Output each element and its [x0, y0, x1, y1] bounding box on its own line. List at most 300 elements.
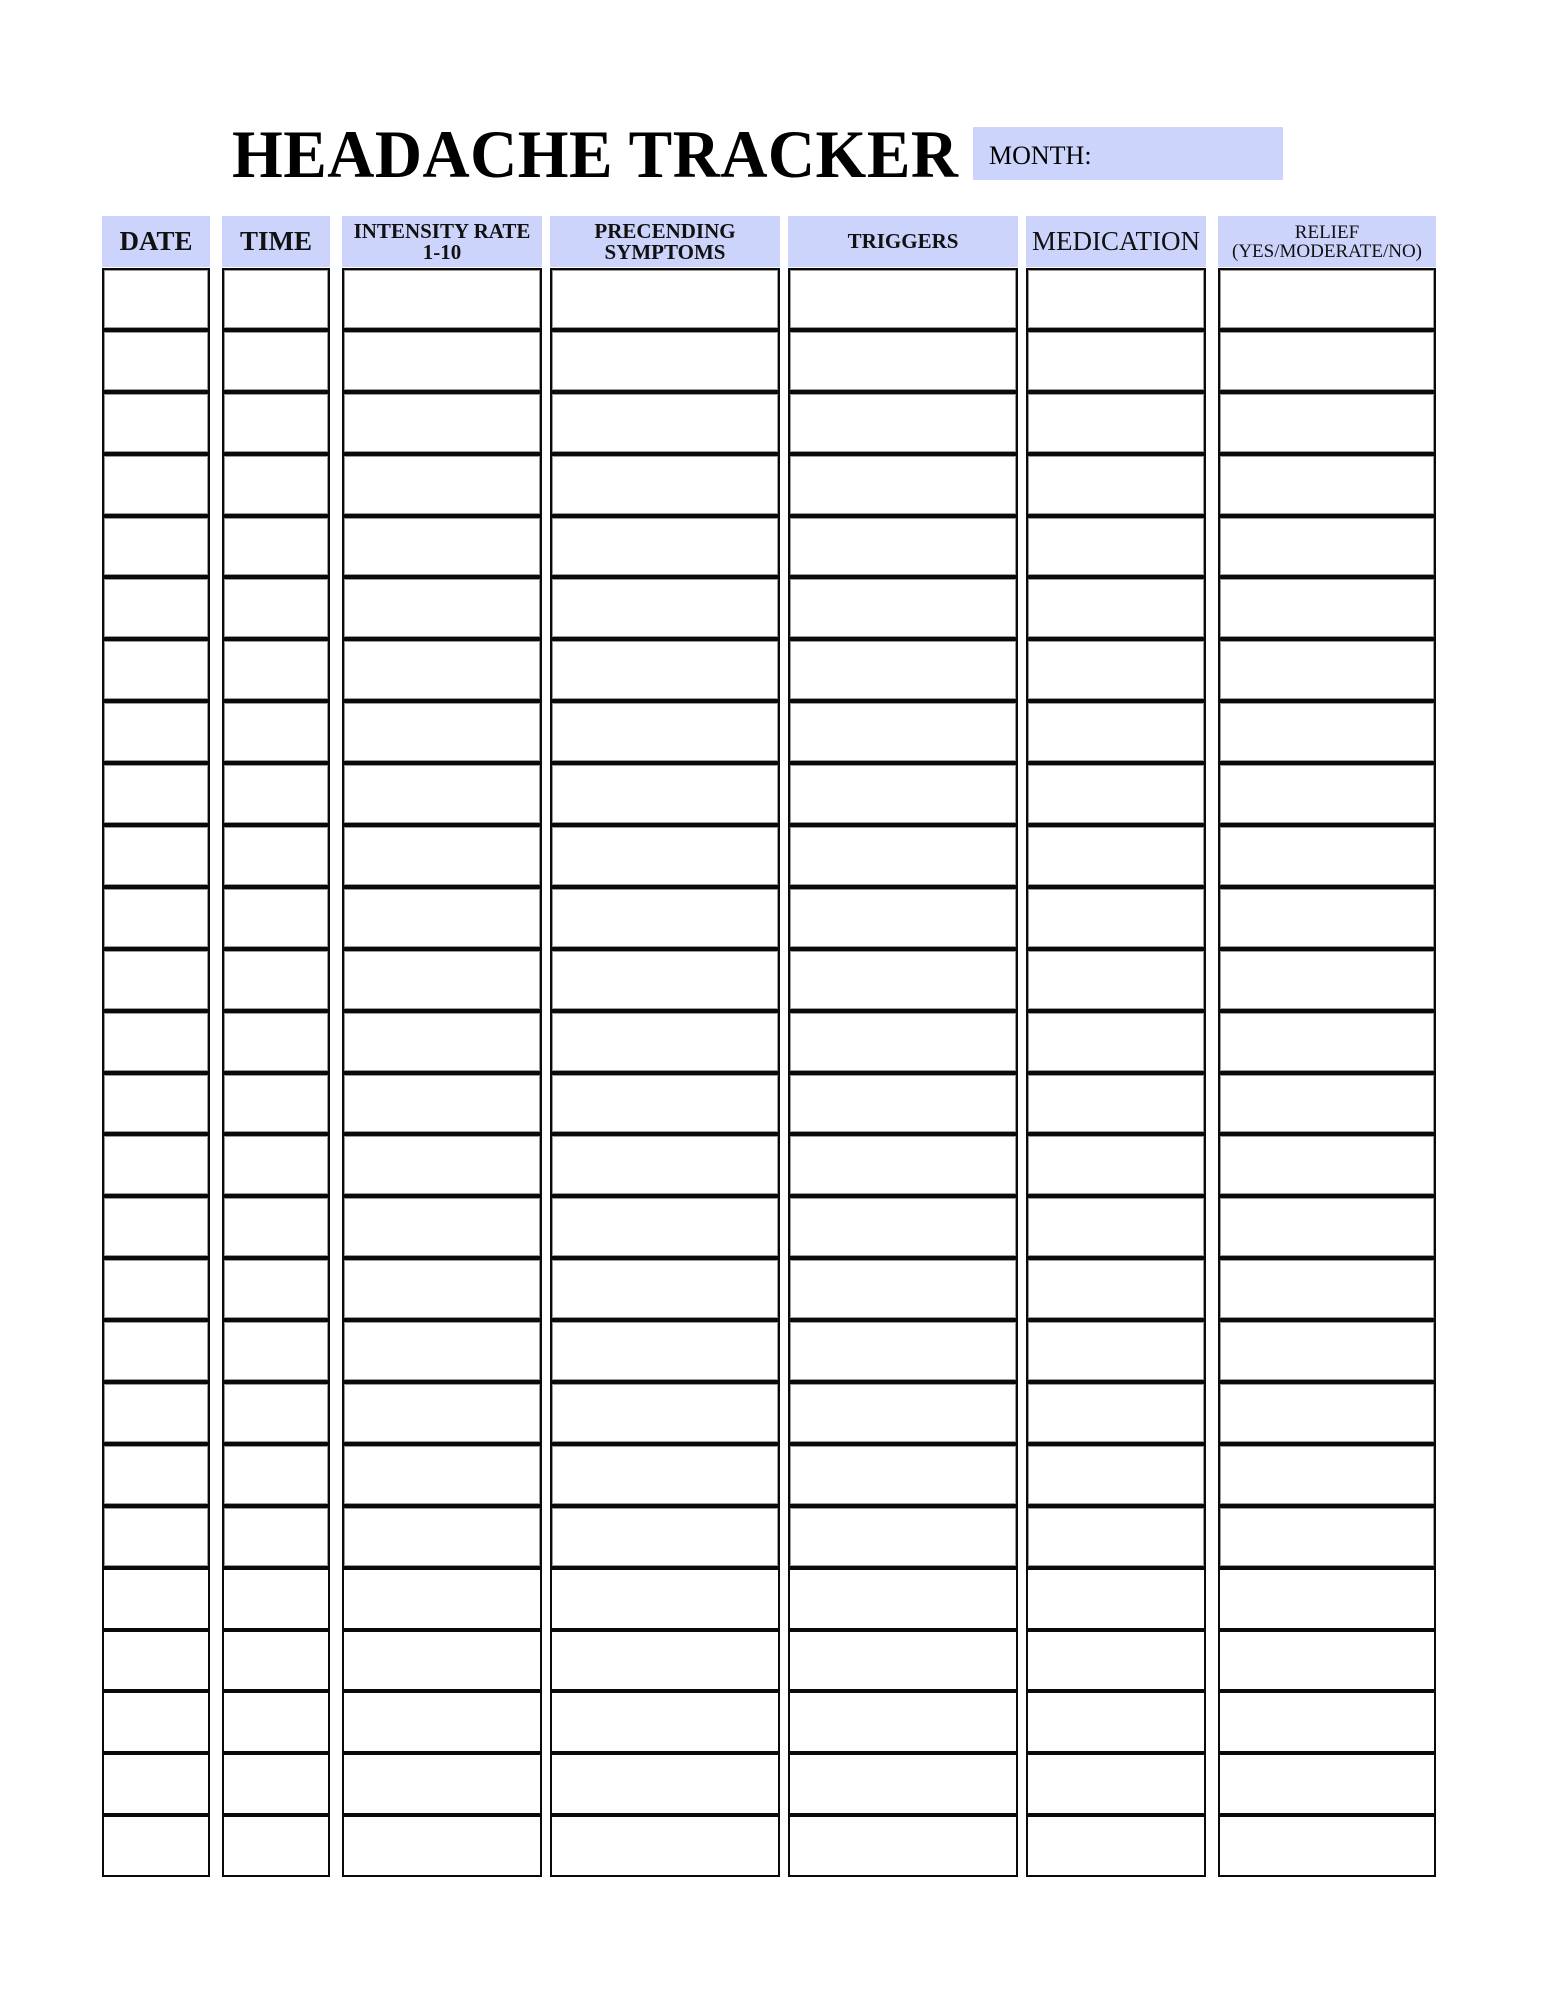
cell-input-symptoms[interactable] [552, 765, 778, 823]
cell-input-intensity[interactable] [344, 1198, 540, 1256]
table-cell-date[interactable] [102, 1630, 210, 1692]
table-cell-triggers[interactable] [788, 1630, 1018, 1692]
table-cell-medication[interactable] [1026, 1320, 1206, 1382]
table-cell-medication[interactable] [1026, 1258, 1206, 1320]
table-cell-time[interactable] [222, 1196, 330, 1258]
table-cell-date[interactable] [102, 887, 210, 949]
table-cell-symptoms[interactable] [550, 516, 780, 578]
cell-input-date[interactable] [104, 270, 208, 328]
table-cell-intensity[interactable] [342, 1196, 542, 1258]
table-cell-triggers[interactable] [788, 1382, 1018, 1444]
table-cell-intensity[interactable] [342, 1630, 542, 1692]
table-cell-symptoms[interactable] [550, 763, 780, 825]
table-cell-time[interactable] [222, 887, 330, 949]
table-cell-relief[interactable] [1218, 577, 1436, 639]
table-cell-triggers[interactable] [788, 1691, 1018, 1753]
cell-input-time[interactable] [224, 641, 328, 699]
cell-input-intensity[interactable] [344, 1260, 540, 1318]
cell-input-medication[interactable] [1028, 579, 1204, 637]
table-cell-intensity[interactable] [342, 1568, 542, 1630]
table-cell-symptoms[interactable] [550, 1320, 780, 1382]
table-cell-date[interactable] [102, 1073, 210, 1135]
cell-input-triggers[interactable] [790, 951, 1016, 1009]
cell-input-relief[interactable] [1220, 1136, 1434, 1194]
cell-input-time[interactable] [224, 1322, 328, 1380]
cell-input-intensity[interactable] [344, 951, 540, 1009]
table-cell-triggers[interactable] [788, 825, 1018, 887]
cell-input-medication[interactable] [1028, 1693, 1204, 1751]
cell-input-date[interactable] [104, 1198, 208, 1256]
cell-input-relief[interactable] [1220, 1693, 1434, 1751]
cell-input-triggers[interactable] [790, 270, 1016, 328]
table-cell-triggers[interactable] [788, 1815, 1018, 1877]
table-cell-relief[interactable] [1218, 1506, 1436, 1568]
cell-input-time[interactable] [224, 332, 328, 390]
cell-input-medication[interactable] [1028, 456, 1204, 514]
cell-input-intensity[interactable] [344, 1446, 540, 1504]
cell-input-intensity[interactable] [344, 1508, 540, 1566]
table-cell-date[interactable] [102, 639, 210, 701]
cell-input-date[interactable] [104, 1755, 208, 1813]
cell-input-time[interactable] [224, 1260, 328, 1318]
cell-input-date[interactable] [104, 394, 208, 452]
table-cell-symptoms[interactable] [550, 268, 780, 330]
table-cell-time[interactable] [222, 1382, 330, 1444]
table-cell-symptoms[interactable] [550, 454, 780, 516]
cell-input-medication[interactable] [1028, 641, 1204, 699]
cell-input-symptoms[interactable] [552, 1013, 778, 1071]
cell-input-time[interactable] [224, 1755, 328, 1813]
cell-input-triggers[interactable] [790, 1508, 1016, 1566]
table-cell-intensity[interactable] [342, 763, 542, 825]
cell-input-triggers[interactable] [790, 1136, 1016, 1194]
cell-input-medication[interactable] [1028, 1446, 1204, 1504]
cell-input-symptoms[interactable] [552, 889, 778, 947]
cell-input-medication[interactable] [1028, 1508, 1204, 1566]
table-cell-relief[interactable] [1218, 763, 1436, 825]
cell-input-intensity[interactable] [344, 703, 540, 761]
cell-input-medication[interactable] [1028, 518, 1204, 576]
table-cell-symptoms[interactable] [550, 1011, 780, 1073]
table-cell-date[interactable] [102, 1691, 210, 1753]
cell-input-intensity[interactable] [344, 1384, 540, 1442]
cell-input-medication[interactable] [1028, 394, 1204, 452]
cell-input-triggers[interactable] [790, 332, 1016, 390]
cell-input-triggers[interactable] [790, 1260, 1016, 1318]
cell-input-relief[interactable] [1220, 1508, 1434, 1566]
table-cell-medication[interactable] [1026, 1073, 1206, 1135]
table-cell-medication[interactable] [1026, 1506, 1206, 1568]
table-cell-intensity[interactable] [342, 392, 542, 454]
cell-input-symptoms[interactable] [552, 641, 778, 699]
cell-input-relief[interactable] [1220, 641, 1434, 699]
cell-input-medication[interactable] [1028, 1260, 1204, 1318]
cell-input-medication[interactable] [1028, 765, 1204, 823]
cell-input-relief[interactable] [1220, 1570, 1434, 1628]
table-cell-time[interactable] [222, 1753, 330, 1815]
cell-input-triggers[interactable] [790, 1693, 1016, 1751]
table-cell-date[interactable] [102, 949, 210, 1011]
table-cell-time[interactable] [222, 268, 330, 330]
cell-input-intensity[interactable] [344, 889, 540, 947]
cell-input-medication[interactable] [1028, 1384, 1204, 1442]
cell-input-medication[interactable] [1028, 703, 1204, 761]
cell-input-time[interactable] [224, 1013, 328, 1071]
cell-input-relief[interactable] [1220, 1817, 1434, 1875]
cell-input-triggers[interactable] [790, 1198, 1016, 1256]
table-cell-relief[interactable] [1218, 1753, 1436, 1815]
cell-input-date[interactable] [104, 456, 208, 514]
table-cell-symptoms[interactable] [550, 330, 780, 392]
cell-input-time[interactable] [224, 1693, 328, 1751]
table-cell-time[interactable] [222, 330, 330, 392]
table-cell-medication[interactable] [1026, 392, 1206, 454]
cell-input-triggers[interactable] [790, 703, 1016, 761]
cell-input-time[interactable] [224, 1198, 328, 1256]
table-cell-medication[interactable] [1026, 1444, 1206, 1506]
table-cell-symptoms[interactable] [550, 1691, 780, 1753]
cell-input-intensity[interactable] [344, 518, 540, 576]
table-cell-intensity[interactable] [342, 1011, 542, 1073]
table-cell-triggers[interactable] [788, 330, 1018, 392]
cell-input-time[interactable] [224, 827, 328, 885]
table-cell-triggers[interactable] [788, 949, 1018, 1011]
cell-input-time[interactable] [224, 1446, 328, 1504]
table-cell-intensity[interactable] [342, 949, 542, 1011]
table-cell-time[interactable] [222, 454, 330, 516]
table-cell-date[interactable] [102, 454, 210, 516]
cell-input-intensity[interactable] [344, 765, 540, 823]
table-cell-medication[interactable] [1026, 268, 1206, 330]
table-cell-intensity[interactable] [342, 1320, 542, 1382]
table-cell-date[interactable] [102, 763, 210, 825]
table-cell-relief[interactable] [1218, 1568, 1436, 1630]
cell-input-time[interactable] [224, 951, 328, 1009]
cell-input-intensity[interactable] [344, 1693, 540, 1751]
cell-input-date[interactable] [104, 1075, 208, 1133]
table-cell-date[interactable] [102, 1320, 210, 1382]
cell-input-date[interactable] [104, 765, 208, 823]
table-cell-intensity[interactable] [342, 577, 542, 639]
table-cell-relief[interactable] [1218, 1011, 1436, 1073]
cell-input-date[interactable] [104, 1632, 208, 1690]
table-cell-relief[interactable] [1218, 825, 1436, 887]
table-cell-medication[interactable] [1026, 1753, 1206, 1815]
table-cell-relief[interactable] [1218, 1320, 1436, 1382]
table-cell-relief[interactable] [1218, 1691, 1436, 1753]
table-cell-medication[interactable] [1026, 1134, 1206, 1196]
cell-input-medication[interactable] [1028, 270, 1204, 328]
table-cell-intensity[interactable] [342, 1815, 542, 1877]
table-cell-symptoms[interactable] [550, 639, 780, 701]
table-cell-medication[interactable] [1026, 330, 1206, 392]
cell-input-intensity[interactable] [344, 1570, 540, 1628]
cell-input-symptoms[interactable] [552, 518, 778, 576]
table-cell-medication[interactable] [1026, 1568, 1206, 1630]
table-cell-relief[interactable] [1218, 887, 1436, 949]
cell-input-time[interactable] [224, 1075, 328, 1133]
table-cell-relief[interactable] [1218, 1134, 1436, 1196]
cell-input-intensity[interactable] [344, 1632, 540, 1690]
cell-input-date[interactable] [104, 827, 208, 885]
table-cell-intensity[interactable] [342, 1073, 542, 1135]
table-cell-symptoms[interactable] [550, 1196, 780, 1258]
table-cell-triggers[interactable] [788, 1134, 1018, 1196]
table-cell-date[interactable] [102, 1568, 210, 1630]
table-cell-relief[interactable] [1218, 392, 1436, 454]
table-cell-medication[interactable] [1026, 825, 1206, 887]
cell-input-date[interactable] [104, 1013, 208, 1071]
cell-input-symptoms[interactable] [552, 1755, 778, 1813]
cell-input-intensity[interactable] [344, 579, 540, 637]
table-cell-intensity[interactable] [342, 1258, 542, 1320]
cell-input-time[interactable] [224, 518, 328, 576]
cell-input-intensity[interactable] [344, 1322, 540, 1380]
table-cell-intensity[interactable] [342, 516, 542, 578]
table-cell-relief[interactable] [1218, 268, 1436, 330]
table-cell-symptoms[interactable] [550, 887, 780, 949]
cell-input-intensity[interactable] [344, 641, 540, 699]
cell-input-intensity[interactable] [344, 1755, 540, 1813]
table-cell-intensity[interactable] [342, 330, 542, 392]
table-cell-time[interactable] [222, 1134, 330, 1196]
cell-input-intensity[interactable] [344, 270, 540, 328]
cell-input-relief[interactable] [1220, 1755, 1434, 1813]
table-cell-triggers[interactable] [788, 1073, 1018, 1135]
cell-input-medication[interactable] [1028, 1755, 1204, 1813]
cell-input-symptoms[interactable] [552, 1446, 778, 1504]
table-cell-intensity[interactable] [342, 1753, 542, 1815]
table-cell-date[interactable] [102, 268, 210, 330]
table-cell-relief[interactable] [1218, 1382, 1436, 1444]
cell-input-date[interactable] [104, 641, 208, 699]
cell-input-medication[interactable] [1028, 1570, 1204, 1628]
table-cell-triggers[interactable] [788, 1196, 1018, 1258]
cell-input-symptoms[interactable] [552, 951, 778, 1009]
cell-input-date[interactable] [104, 1570, 208, 1628]
table-cell-triggers[interactable] [788, 1011, 1018, 1073]
table-cell-triggers[interactable] [788, 639, 1018, 701]
cell-input-symptoms[interactable] [552, 703, 778, 761]
cell-input-triggers[interactable] [790, 1755, 1016, 1813]
table-cell-medication[interactable] [1026, 1011, 1206, 1073]
cell-input-medication[interactable] [1028, 1075, 1204, 1133]
cell-input-triggers[interactable] [790, 1570, 1016, 1628]
table-cell-symptoms[interactable] [550, 1258, 780, 1320]
cell-input-symptoms[interactable] [552, 456, 778, 514]
cell-input-relief[interactable] [1220, 394, 1434, 452]
cell-input-triggers[interactable] [790, 765, 1016, 823]
table-cell-symptoms[interactable] [550, 701, 780, 763]
cell-input-relief[interactable] [1220, 765, 1434, 823]
cell-input-symptoms[interactable] [552, 1817, 778, 1875]
table-cell-intensity[interactable] [342, 825, 542, 887]
cell-input-date[interactable] [104, 951, 208, 1009]
cell-input-medication[interactable] [1028, 1817, 1204, 1875]
table-cell-date[interactable] [102, 1258, 210, 1320]
cell-input-relief[interactable] [1220, 1198, 1434, 1256]
table-cell-medication[interactable] [1026, 1815, 1206, 1877]
table-cell-triggers[interactable] [788, 516, 1018, 578]
table-cell-triggers[interactable] [788, 268, 1018, 330]
table-cell-intensity[interactable] [342, 1382, 542, 1444]
table-cell-relief[interactable] [1218, 454, 1436, 516]
cell-input-relief[interactable] [1220, 1075, 1434, 1133]
table-cell-medication[interactable] [1026, 516, 1206, 578]
table-cell-relief[interactable] [1218, 1630, 1436, 1692]
cell-input-relief[interactable] [1220, 951, 1434, 1009]
table-cell-relief[interactable] [1218, 516, 1436, 578]
cell-input-symptoms[interactable] [552, 1384, 778, 1442]
table-cell-symptoms[interactable] [550, 1630, 780, 1692]
table-cell-triggers[interactable] [788, 1568, 1018, 1630]
cell-input-time[interactable] [224, 703, 328, 761]
cell-input-triggers[interactable] [790, 1322, 1016, 1380]
cell-input-time[interactable] [224, 1570, 328, 1628]
table-cell-time[interactable] [222, 1444, 330, 1506]
cell-input-time[interactable] [224, 765, 328, 823]
table-cell-intensity[interactable] [342, 1691, 542, 1753]
cell-input-date[interactable] [104, 703, 208, 761]
cell-input-relief[interactable] [1220, 1322, 1434, 1380]
table-cell-relief[interactable] [1218, 701, 1436, 763]
cell-input-intensity[interactable] [344, 456, 540, 514]
cell-input-medication[interactable] [1028, 1198, 1204, 1256]
cell-input-relief[interactable] [1220, 703, 1434, 761]
cell-input-symptoms[interactable] [552, 1508, 778, 1566]
cell-input-medication[interactable] [1028, 889, 1204, 947]
table-cell-intensity[interactable] [342, 1134, 542, 1196]
table-cell-medication[interactable] [1026, 887, 1206, 949]
table-cell-triggers[interactable] [788, 1506, 1018, 1568]
cell-input-time[interactable] [224, 889, 328, 947]
table-cell-date[interactable] [102, 1753, 210, 1815]
cell-input-medication[interactable] [1028, 1632, 1204, 1690]
cell-input-intensity[interactable] [344, 827, 540, 885]
cell-input-medication[interactable] [1028, 1322, 1204, 1380]
cell-input-relief[interactable] [1220, 1260, 1434, 1318]
cell-input-symptoms[interactable] [552, 1322, 778, 1380]
table-cell-time[interactable] [222, 1815, 330, 1877]
cell-input-triggers[interactable] [790, 579, 1016, 637]
table-cell-intensity[interactable] [342, 701, 542, 763]
table-cell-medication[interactable] [1026, 1691, 1206, 1753]
table-cell-symptoms[interactable] [550, 1568, 780, 1630]
table-cell-date[interactable] [102, 825, 210, 887]
table-cell-date[interactable] [102, 701, 210, 763]
cell-input-time[interactable] [224, 1136, 328, 1194]
cell-input-medication[interactable] [1028, 951, 1204, 1009]
table-cell-date[interactable] [102, 1134, 210, 1196]
table-cell-date[interactable] [102, 1382, 210, 1444]
table-cell-date[interactable] [102, 1506, 210, 1568]
cell-input-time[interactable] [224, 1508, 328, 1566]
table-cell-triggers[interactable] [788, 887, 1018, 949]
cell-input-medication[interactable] [1028, 332, 1204, 390]
table-cell-symptoms[interactable] [550, 577, 780, 639]
cell-input-relief[interactable] [1220, 1384, 1434, 1442]
table-cell-triggers[interactable] [788, 392, 1018, 454]
cell-input-triggers[interactable] [790, 1446, 1016, 1504]
table-cell-symptoms[interactable] [550, 392, 780, 454]
table-cell-medication[interactable] [1026, 701, 1206, 763]
table-cell-intensity[interactable] [342, 887, 542, 949]
table-cell-medication[interactable] [1026, 577, 1206, 639]
cell-input-date[interactable] [104, 1322, 208, 1380]
table-cell-date[interactable] [102, 1815, 210, 1877]
cell-input-time[interactable] [224, 1817, 328, 1875]
table-cell-symptoms[interactable] [550, 1815, 780, 1877]
cell-input-time[interactable] [224, 1384, 328, 1442]
table-cell-time[interactable] [222, 1630, 330, 1692]
cell-input-date[interactable] [104, 1693, 208, 1751]
cell-input-relief[interactable] [1220, 456, 1434, 514]
cell-input-relief[interactable] [1220, 1446, 1434, 1504]
table-cell-relief[interactable] [1218, 1196, 1436, 1258]
table-cell-intensity[interactable] [342, 1444, 542, 1506]
table-cell-date[interactable] [102, 1011, 210, 1073]
table-cell-symptoms[interactable] [550, 1134, 780, 1196]
table-cell-time[interactable] [222, 516, 330, 578]
cell-input-symptoms[interactable] [552, 1198, 778, 1256]
table-cell-symptoms[interactable] [550, 825, 780, 887]
table-cell-intensity[interactable] [342, 454, 542, 516]
cell-input-triggers[interactable] [790, 889, 1016, 947]
table-cell-triggers[interactable] [788, 1753, 1018, 1815]
table-cell-time[interactable] [222, 763, 330, 825]
cell-input-relief[interactable] [1220, 270, 1434, 328]
table-cell-time[interactable] [222, 825, 330, 887]
cell-input-triggers[interactable] [790, 394, 1016, 452]
cell-input-intensity[interactable] [344, 394, 540, 452]
cell-input-medication[interactable] [1028, 827, 1204, 885]
table-cell-medication[interactable] [1026, 763, 1206, 825]
cell-input-triggers[interactable] [790, 1632, 1016, 1690]
cell-input-time[interactable] [224, 270, 328, 328]
cell-input-date[interactable] [104, 1817, 208, 1875]
table-cell-date[interactable] [102, 1196, 210, 1258]
cell-input-date[interactable] [104, 332, 208, 390]
table-cell-medication[interactable] [1026, 639, 1206, 701]
cell-input-symptoms[interactable] [552, 394, 778, 452]
table-cell-time[interactable] [222, 1691, 330, 1753]
cell-input-symptoms[interactable] [552, 1136, 778, 1194]
cell-input-relief[interactable] [1220, 332, 1434, 390]
month-input[interactable] [1092, 126, 1397, 181]
cell-input-date[interactable] [104, 889, 208, 947]
month-field[interactable] [973, 127, 1283, 180]
table-cell-symptoms[interactable] [550, 1444, 780, 1506]
table-cell-time[interactable] [222, 701, 330, 763]
cell-input-symptoms[interactable] [552, 1632, 778, 1690]
cell-input-date[interactable] [104, 1136, 208, 1194]
table-cell-medication[interactable] [1026, 1630, 1206, 1692]
cell-input-date[interactable] [104, 1384, 208, 1442]
cell-input-triggers[interactable] [790, 1075, 1016, 1133]
cell-input-symptoms[interactable] [552, 579, 778, 637]
cell-input-intensity[interactable] [344, 1136, 540, 1194]
table-cell-time[interactable] [222, 1073, 330, 1135]
table-cell-symptoms[interactable] [550, 949, 780, 1011]
cell-input-date[interactable] [104, 579, 208, 637]
table-cell-medication[interactable] [1026, 1196, 1206, 1258]
table-cell-triggers[interactable] [788, 1444, 1018, 1506]
cell-input-time[interactable] [224, 579, 328, 637]
table-cell-triggers[interactable] [788, 1258, 1018, 1320]
cell-input-date[interactable] [104, 1260, 208, 1318]
cell-input-date[interactable] [104, 1508, 208, 1566]
table-cell-symptoms[interactable] [550, 1382, 780, 1444]
